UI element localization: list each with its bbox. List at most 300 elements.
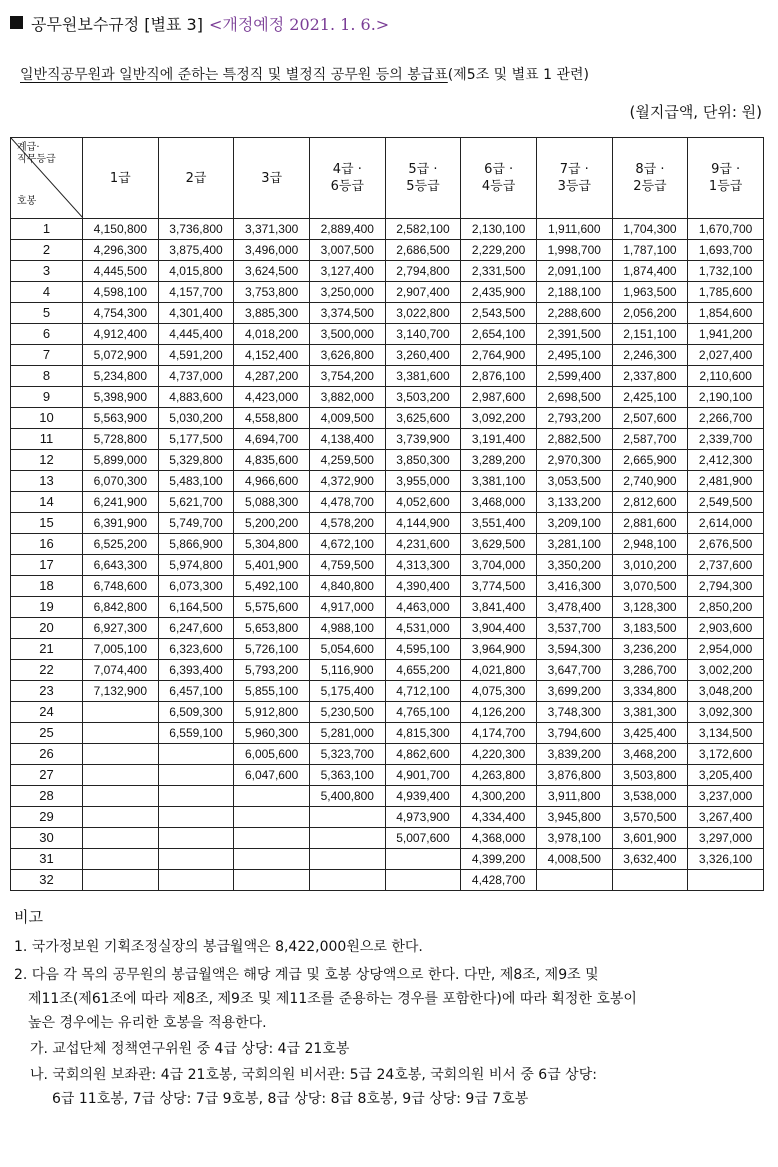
salary-cell: 3,468,200 bbox=[612, 744, 688, 765]
salary-cell: 4,883,600 bbox=[158, 387, 234, 408]
salary-cell bbox=[83, 765, 159, 786]
salary-cell: 5,621,700 bbox=[158, 492, 234, 513]
salary-cell: 3,964,900 bbox=[461, 639, 537, 660]
salary-cell: 3,911,800 bbox=[536, 786, 612, 807]
salary-cell: 2,907,400 bbox=[385, 282, 461, 303]
salary-cell: 3,839,200 bbox=[536, 744, 612, 765]
salary-cell: 4,737,000 bbox=[158, 366, 234, 387]
salary-cell: 5,960,300 bbox=[234, 723, 310, 744]
salary-cell: 4,126,200 bbox=[461, 702, 537, 723]
table-row bbox=[11, 408, 764, 429]
salary-cell: 5,175,400 bbox=[309, 681, 385, 702]
salary-cell: 5,281,000 bbox=[309, 723, 385, 744]
salary-cell: 4,578,200 bbox=[309, 513, 385, 534]
salary-cell: 4,231,600 bbox=[385, 534, 461, 555]
salary-cell: 2,543,500 bbox=[461, 303, 537, 324]
salary-cell: 4,901,700 bbox=[385, 765, 461, 786]
remarks-heading: 비고 bbox=[14, 908, 43, 926]
table-row bbox=[11, 849, 764, 870]
step-cell: 8 bbox=[11, 366, 83, 387]
salary-cell: 2,970,300 bbox=[536, 450, 612, 471]
step-cell: 14 bbox=[11, 492, 83, 513]
salary-cell bbox=[688, 870, 764, 891]
salary-cell: 2,507,600 bbox=[612, 408, 688, 429]
salary-cell: 3,092,300 bbox=[688, 702, 764, 723]
salary-cell: 3,425,400 bbox=[612, 723, 688, 744]
step-cell: 20 bbox=[11, 618, 83, 639]
salary-cell: 3,774,500 bbox=[461, 576, 537, 597]
salary-cell: 4,862,600 bbox=[385, 744, 461, 765]
salary-cell: 2,881,600 bbox=[612, 513, 688, 534]
salary-cell: 7,005,100 bbox=[83, 639, 159, 660]
salary-cell: 3,632,400 bbox=[612, 849, 688, 870]
salary-cell: 5,234,800 bbox=[83, 366, 159, 387]
salary-cell: 6,247,600 bbox=[158, 618, 234, 639]
salary-cell: 3,205,400 bbox=[688, 765, 764, 786]
step-cell: 13 bbox=[11, 471, 83, 492]
table-row bbox=[11, 513, 764, 534]
salary-cell: 4,138,400 bbox=[309, 429, 385, 450]
salary-cell: 4,655,200 bbox=[385, 660, 461, 681]
table-row bbox=[11, 534, 764, 555]
salary-cell: 2,764,900 bbox=[461, 345, 537, 366]
salary-cell: 2,987,600 bbox=[461, 387, 537, 408]
salary-cell: 6,525,200 bbox=[83, 534, 159, 555]
salary-cell bbox=[83, 849, 159, 870]
salary-cell bbox=[536, 870, 612, 891]
salary-cell bbox=[158, 828, 234, 849]
salary-cell: 2,391,500 bbox=[536, 324, 612, 345]
table-row bbox=[11, 303, 764, 324]
salary-cell bbox=[83, 786, 159, 807]
salary-cell: 2,549,500 bbox=[688, 492, 764, 513]
remark-item-2-line-1: 2. 다음 각 목의 공무원의 봉급월액은 해당 계급 및 호봉 상당액으로 한다. 다만, 제8조, 제9조 및 bbox=[14, 967, 599, 983]
salary-cell: 5,400,800 bbox=[309, 786, 385, 807]
salary-cell: 6,842,800 bbox=[83, 597, 159, 618]
salary-cell: 4,595,100 bbox=[385, 639, 461, 660]
salary-cell bbox=[83, 828, 159, 849]
salary-cell: 2,056,200 bbox=[612, 303, 688, 324]
salary-cell: 5,323,700 bbox=[309, 744, 385, 765]
salary-cell: 4,368,000 bbox=[461, 828, 537, 849]
table-row bbox=[11, 219, 764, 240]
step-cell: 11 bbox=[11, 429, 83, 450]
table-row bbox=[11, 786, 764, 807]
document-header bbox=[10, 12, 389, 35]
salary-cell: 2,599,400 bbox=[536, 366, 612, 387]
salary-cell: 3,841,400 bbox=[461, 597, 537, 618]
salary-cell: 3,699,200 bbox=[536, 681, 612, 702]
salary-cell: 2,190,100 bbox=[688, 387, 764, 408]
table-row bbox=[11, 807, 764, 828]
salary-cell: 5,483,100 bbox=[158, 471, 234, 492]
salary-cell: 4,815,300 bbox=[385, 723, 461, 744]
salary-cell: 6,241,900 bbox=[83, 492, 159, 513]
salary-cell: 2,698,500 bbox=[536, 387, 612, 408]
salary-cell: 5,728,800 bbox=[83, 429, 159, 450]
salary-cell: 3,007,500 bbox=[309, 240, 385, 261]
salary-cell: 3,625,600 bbox=[385, 408, 461, 429]
salary-cell: 5,401,900 bbox=[234, 555, 310, 576]
salary-cell: 2,130,100 bbox=[461, 219, 537, 240]
table-row bbox=[11, 618, 764, 639]
salary-cell: 2,614,000 bbox=[688, 513, 764, 534]
table-row bbox=[11, 723, 764, 744]
table-row bbox=[11, 450, 764, 471]
salary-cell: 4,152,400 bbox=[234, 345, 310, 366]
salary-cell: 3,183,500 bbox=[612, 618, 688, 639]
table-row bbox=[11, 345, 764, 366]
salary-cell: 5,030,200 bbox=[158, 408, 234, 429]
step-cell: 31 bbox=[11, 849, 83, 870]
salary-cell: 2,737,600 bbox=[688, 555, 764, 576]
salary-cell: 3,127,400 bbox=[309, 261, 385, 282]
salary-cell: 5,974,800 bbox=[158, 555, 234, 576]
salary-cell: 5,866,900 bbox=[158, 534, 234, 555]
salary-cell: 3,133,200 bbox=[536, 492, 612, 513]
salary-cell bbox=[158, 870, 234, 891]
remark-item-2-line-3: 높은 경우에는 유리한 호봉을 적용한다. bbox=[28, 1015, 267, 1031]
salary-cell bbox=[158, 765, 234, 786]
salary-cell bbox=[234, 870, 310, 891]
salary-cell: 4,263,800 bbox=[461, 765, 537, 786]
salary-cell: 5,177,500 bbox=[158, 429, 234, 450]
salary-cell: 5,575,600 bbox=[234, 597, 310, 618]
corner-header bbox=[11, 138, 83, 219]
salary-cell: 3,053,500 bbox=[536, 471, 612, 492]
salary-cell: 4,220,300 bbox=[461, 744, 537, 765]
salary-cell: 4,390,400 bbox=[385, 576, 461, 597]
salary-cell: 4,008,500 bbox=[536, 849, 612, 870]
salary-cell: 3,134,500 bbox=[688, 723, 764, 744]
salary-cell: 4,445,500 bbox=[83, 261, 159, 282]
table-row bbox=[11, 471, 764, 492]
salary-cell bbox=[309, 828, 385, 849]
salary-cell: 4,174,700 bbox=[461, 723, 537, 744]
salary-cell: 2,266,700 bbox=[688, 408, 764, 429]
table-row bbox=[11, 366, 764, 387]
salary-cell: 4,445,400 bbox=[158, 324, 234, 345]
step-cell: 22 bbox=[11, 660, 83, 681]
salary-cell: 1,911,600 bbox=[536, 219, 612, 240]
salary-cell: 2,495,100 bbox=[536, 345, 612, 366]
col-header-7: 7급 · 3등급 bbox=[536, 138, 612, 219]
salary-cell: 4,840,800 bbox=[309, 576, 385, 597]
salary-cell: 5,329,800 bbox=[158, 450, 234, 471]
salary-cell bbox=[158, 807, 234, 828]
salary-cell: 5,072,900 bbox=[83, 345, 159, 366]
salary-cell: 5,726,100 bbox=[234, 639, 310, 660]
salary-cell: 3,209,100 bbox=[536, 513, 612, 534]
salary-cell: 4,423,000 bbox=[234, 387, 310, 408]
salary-cell: 3,736,800 bbox=[158, 219, 234, 240]
salary-cell: 2,246,300 bbox=[612, 345, 688, 366]
col-header-3: 3급 bbox=[234, 138, 310, 219]
salary-cell: 2,654,100 bbox=[461, 324, 537, 345]
salary-cell: 3,281,100 bbox=[536, 534, 612, 555]
salary-cell: 3,794,600 bbox=[536, 723, 612, 744]
salary-cell: 3,048,200 bbox=[688, 681, 764, 702]
salary-cell: 2,587,700 bbox=[612, 429, 688, 450]
salary-cell bbox=[83, 870, 159, 891]
salary-cell: 2,889,400 bbox=[309, 219, 385, 240]
salary-cell: 3,289,200 bbox=[461, 450, 537, 471]
salary-cell: 2,481,900 bbox=[688, 471, 764, 492]
salary-cell: 4,835,600 bbox=[234, 450, 310, 471]
revision-note: <개정예정 2021. 1. 6.> bbox=[208, 15, 390, 34]
salary-cell bbox=[158, 849, 234, 870]
remark-sub-b-line-2: 6급 11호봉, 7급 상당: 7급 9호봉, 8급 상당: 8급 8호봉, 9급 상당: 9급 7호봉 bbox=[52, 1091, 529, 1107]
salary-cell: 2,665,900 bbox=[612, 450, 688, 471]
step-cell: 2 bbox=[11, 240, 83, 261]
salary-cell: 3,172,600 bbox=[688, 744, 764, 765]
salary-cell: 2,331,500 bbox=[461, 261, 537, 282]
salary-cell: 1,670,700 bbox=[688, 219, 764, 240]
salary-cell: 3,191,400 bbox=[461, 429, 537, 450]
salary-cell bbox=[309, 870, 385, 891]
col-header-1: 1급 bbox=[83, 138, 159, 219]
salary-cell: 5,855,100 bbox=[234, 681, 310, 702]
salary-cell: 2,027,400 bbox=[688, 345, 764, 366]
table-row bbox=[11, 261, 764, 282]
salary-cell: 3,624,500 bbox=[234, 261, 310, 282]
salary-cell: 2,425,100 bbox=[612, 387, 688, 408]
table-row bbox=[11, 681, 764, 702]
salary-cell: 5,088,300 bbox=[234, 492, 310, 513]
salary-cell: 3,945,800 bbox=[536, 807, 612, 828]
salary-cell bbox=[234, 807, 310, 828]
salary-cell: 1,785,600 bbox=[688, 282, 764, 303]
salary-cell: 3,739,900 bbox=[385, 429, 461, 450]
salary-cell: 6,164,500 bbox=[158, 597, 234, 618]
remark-sub-b-line-1: 나. 국회의원 보좌관: 4급 21호봉, 국회의원 비서관: 5급 24호봉, 국회의원 비서 중 6급 상당: bbox=[30, 1067, 597, 1083]
table-row bbox=[11, 492, 764, 513]
table-row bbox=[11, 765, 764, 786]
salary-cell: 2,954,000 bbox=[688, 639, 764, 660]
salary-cell: 3,381,100 bbox=[461, 471, 537, 492]
col-header-9: 9급 · 1등급 bbox=[688, 138, 764, 219]
salary-cell: 5,563,900 bbox=[83, 408, 159, 429]
salary-cell: 4,912,400 bbox=[83, 324, 159, 345]
salary-cell: 3,626,800 bbox=[309, 345, 385, 366]
salary-cell: 3,753,800 bbox=[234, 282, 310, 303]
salary-cell: 3,496,000 bbox=[234, 240, 310, 261]
salary-cell: 4,144,900 bbox=[385, 513, 461, 534]
salary-cell: 4,428,700 bbox=[461, 870, 537, 891]
salary-cell: 3,748,300 bbox=[536, 702, 612, 723]
salary-cell: 6,559,100 bbox=[158, 723, 234, 744]
salary-cell: 2,794,800 bbox=[385, 261, 461, 282]
table-row bbox=[11, 639, 764, 660]
salary-cell: 4,334,400 bbox=[461, 807, 537, 828]
salary-cell: 5,653,800 bbox=[234, 618, 310, 639]
corner-header-step: 호봉 bbox=[17, 196, 37, 207]
square-bullet-icon bbox=[10, 16, 23, 29]
salary-cell: 3,128,300 bbox=[612, 597, 688, 618]
salary-cell: 4,287,200 bbox=[234, 366, 310, 387]
salary-cell: 4,018,200 bbox=[234, 324, 310, 345]
salary-cell: 4,313,300 bbox=[385, 555, 461, 576]
salary-cell: 4,531,000 bbox=[385, 618, 461, 639]
salary-cell: 1,693,700 bbox=[688, 240, 764, 261]
salary-cell: 3,140,700 bbox=[385, 324, 461, 345]
salary-cell: 4,478,700 bbox=[309, 492, 385, 513]
salary-cell: 3,503,800 bbox=[612, 765, 688, 786]
salary-cell: 3,237,000 bbox=[688, 786, 764, 807]
salary-cell: 3,551,400 bbox=[461, 513, 537, 534]
salary-cell: 4,765,100 bbox=[385, 702, 461, 723]
table-title-main: 일반직공무원과 일반직에 준하는 특정직 및 별정직 공무원 등의 봉급표 bbox=[20, 67, 448, 83]
salary-cell: 4,052,600 bbox=[385, 492, 461, 513]
col-header-2: 2급 bbox=[158, 138, 234, 219]
unit-label: (월지급액, 단위: 원) bbox=[629, 103, 762, 121]
salary-cell: 7,074,400 bbox=[83, 660, 159, 681]
salary-cell: 3,570,500 bbox=[612, 807, 688, 828]
step-cell: 23 bbox=[11, 681, 83, 702]
salary-cell: 3,478,400 bbox=[536, 597, 612, 618]
col-header-4: 4급 · 6등급 bbox=[309, 138, 385, 219]
table-row bbox=[11, 702, 764, 723]
salary-cell: 2,151,100 bbox=[612, 324, 688, 345]
step-cell: 30 bbox=[11, 828, 83, 849]
salary-cell: 4,372,900 bbox=[309, 471, 385, 492]
salary-cell: 3,885,300 bbox=[234, 303, 310, 324]
salary-cell: 3,260,400 bbox=[385, 345, 461, 366]
salary-cell: 3,416,300 bbox=[536, 576, 612, 597]
salary-cell: 5,749,700 bbox=[158, 513, 234, 534]
salary-cell: 4,591,200 bbox=[158, 345, 234, 366]
table-row bbox=[11, 576, 764, 597]
salary-cell: 3,002,200 bbox=[688, 660, 764, 681]
step-cell: 26 bbox=[11, 744, 83, 765]
salary-cell: 2,740,900 bbox=[612, 471, 688, 492]
salary-cell: 6,927,300 bbox=[83, 618, 159, 639]
salary-cell: 4,009,500 bbox=[309, 408, 385, 429]
salary-cell: 4,300,200 bbox=[461, 786, 537, 807]
salary-cell: 3,601,900 bbox=[612, 828, 688, 849]
salary-cell: 3,754,200 bbox=[309, 366, 385, 387]
salary-cell: 3,374,500 bbox=[309, 303, 385, 324]
table-row bbox=[11, 282, 764, 303]
salary-cell: 3,297,000 bbox=[688, 828, 764, 849]
salary-cell: 6,393,400 bbox=[158, 660, 234, 681]
salary-cell: 6,391,900 bbox=[83, 513, 159, 534]
pay-table bbox=[10, 137, 764, 891]
col-header-6: 6급 · 4등급 bbox=[461, 138, 537, 219]
salary-cell: 3,500,000 bbox=[309, 324, 385, 345]
salary-cell bbox=[309, 849, 385, 870]
salary-cell: 4,157,700 bbox=[158, 282, 234, 303]
salary-cell: 6,073,300 bbox=[158, 576, 234, 597]
step-cell: 10 bbox=[11, 408, 83, 429]
salary-cell: 5,200,200 bbox=[234, 513, 310, 534]
salary-cell: 4,399,200 bbox=[461, 849, 537, 870]
salary-cell: 2,948,100 bbox=[612, 534, 688, 555]
step-cell: 28 bbox=[11, 786, 83, 807]
step-cell: 6 bbox=[11, 324, 83, 345]
salary-cell: 1,998,700 bbox=[536, 240, 612, 261]
salary-cell: 2,110,600 bbox=[688, 366, 764, 387]
step-cell: 7 bbox=[11, 345, 83, 366]
salary-cell: 5,304,800 bbox=[234, 534, 310, 555]
salary-cell: 4,075,300 bbox=[461, 681, 537, 702]
salary-cell: 2,339,700 bbox=[688, 429, 764, 450]
table-header-row bbox=[11, 138, 764, 219]
pay-table-body bbox=[11, 219, 764, 891]
salary-cell: 4,917,000 bbox=[309, 597, 385, 618]
step-cell: 19 bbox=[11, 597, 83, 618]
salary-cell bbox=[158, 786, 234, 807]
salary-cell: 3,537,700 bbox=[536, 618, 612, 639]
salary-cell: 6,457,100 bbox=[158, 681, 234, 702]
table-row bbox=[11, 870, 764, 891]
step-cell: 27 bbox=[11, 765, 83, 786]
salary-cell: 6,748,600 bbox=[83, 576, 159, 597]
salary-cell: 2,188,100 bbox=[536, 282, 612, 303]
step-cell: 3 bbox=[11, 261, 83, 282]
salary-cell: 4,988,100 bbox=[309, 618, 385, 639]
table-title-ref: (제5조 및 별표 1 관련) bbox=[447, 67, 590, 83]
salary-cell: 5,793,200 bbox=[234, 660, 310, 681]
salary-cell: 5,912,800 bbox=[234, 702, 310, 723]
step-cell: 18 bbox=[11, 576, 83, 597]
salary-cell: 4,150,800 bbox=[83, 219, 159, 240]
salary-cell: 3,978,100 bbox=[536, 828, 612, 849]
salary-cell: 3,381,600 bbox=[385, 366, 461, 387]
remark-sub-a: 가. 교섭단체 정책연구위원 중 4급 상당: 4급 21호봉 bbox=[30, 1041, 350, 1057]
salary-cell: 1,704,300 bbox=[612, 219, 688, 240]
salary-cell: 4,712,100 bbox=[385, 681, 461, 702]
salary-cell bbox=[83, 744, 159, 765]
corner-header-grade: 계급· 직무등급 bbox=[17, 142, 56, 165]
salary-cell: 3,022,800 bbox=[385, 303, 461, 324]
salary-cell: 6,643,300 bbox=[83, 555, 159, 576]
salary-cell: 3,286,700 bbox=[612, 660, 688, 681]
salary-cell: 3,010,200 bbox=[612, 555, 688, 576]
salary-cell: 4,259,500 bbox=[309, 450, 385, 471]
regulation-title: 공무원보수규정 [별표 3] bbox=[31, 15, 203, 34]
step-cell: 17 bbox=[11, 555, 83, 576]
salary-cell: 1,732,100 bbox=[688, 261, 764, 282]
salary-cell bbox=[83, 807, 159, 828]
remarks-section bbox=[14, 905, 764, 1111]
salary-cell: 5,054,600 bbox=[309, 639, 385, 660]
salary-cell: 3,647,700 bbox=[536, 660, 612, 681]
salary-cell bbox=[385, 870, 461, 891]
salary-cell: 3,875,400 bbox=[158, 240, 234, 261]
salary-cell bbox=[158, 744, 234, 765]
salary-cell: 6,005,600 bbox=[234, 744, 310, 765]
salary-cell: 3,371,300 bbox=[234, 219, 310, 240]
salary-cell: 3,468,000 bbox=[461, 492, 537, 513]
col-header-5: 5급 · 5등급 bbox=[385, 138, 461, 219]
salary-cell: 2,882,500 bbox=[536, 429, 612, 450]
salary-cell: 2,412,300 bbox=[688, 450, 764, 471]
salary-cell bbox=[234, 849, 310, 870]
salary-cell: 2,337,800 bbox=[612, 366, 688, 387]
salary-cell: 1,874,400 bbox=[612, 261, 688, 282]
salary-cell: 5,116,900 bbox=[309, 660, 385, 681]
salary-cell: 7,132,900 bbox=[83, 681, 159, 702]
salary-cell: 3,350,200 bbox=[536, 555, 612, 576]
step-cell: 24 bbox=[11, 702, 83, 723]
salary-cell: 3,092,200 bbox=[461, 408, 537, 429]
salary-cell: 3,850,300 bbox=[385, 450, 461, 471]
step-cell: 12 bbox=[11, 450, 83, 471]
table-row bbox=[11, 660, 764, 681]
salary-cell: 1,787,100 bbox=[612, 240, 688, 261]
salary-cell: 3,381,300 bbox=[612, 702, 688, 723]
